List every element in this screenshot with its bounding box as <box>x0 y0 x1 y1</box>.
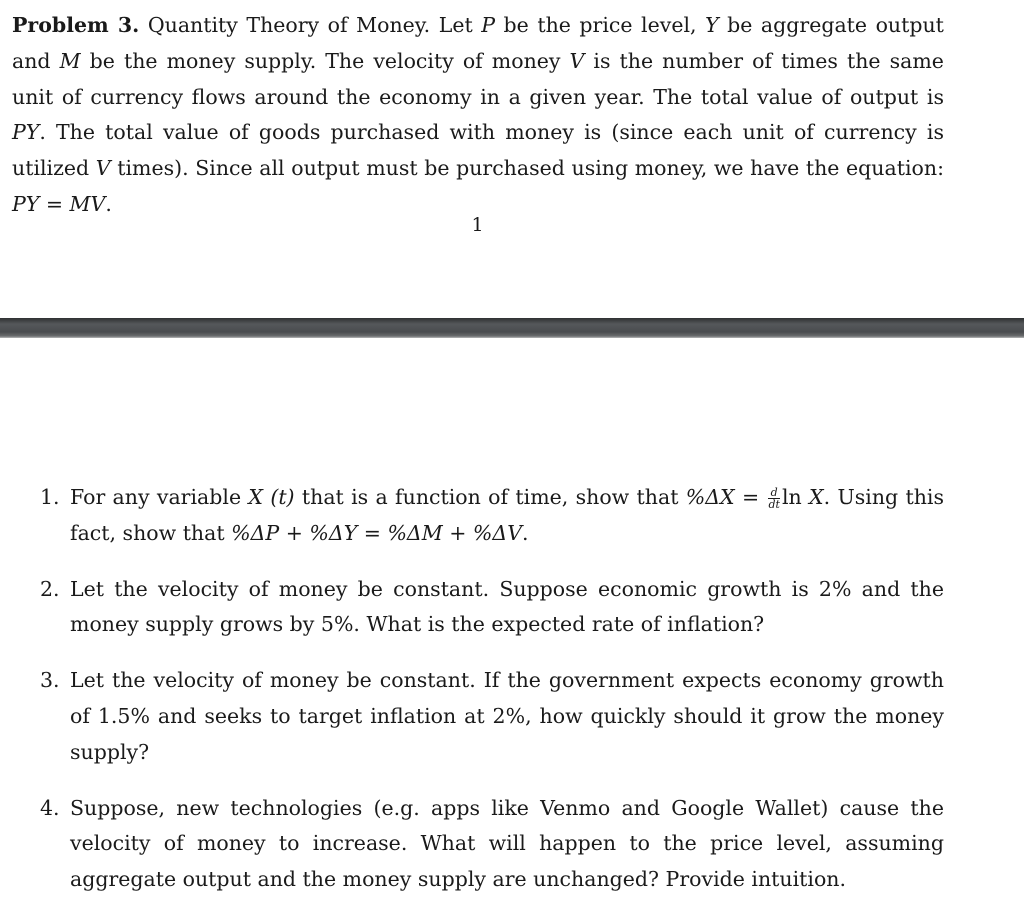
item-text: Let the velocity of money be constant. Suppose economic growth is 2% and the money supply grows by 5%. What is the expected rate of inflation? <box>70 576 944 637</box>
item-number: 3. <box>40 668 60 693</box>
document-page-1 <box>0 0 1024 318</box>
var-v2: V <box>95 156 111 181</box>
problem-heading: Problem 3. <box>12 13 140 37</box>
var-y: Y <box>705 13 719 37</box>
equation: PY = MV <box>12 191 106 216</box>
pct-change-x: %ΔX = <box>685 485 760 509</box>
list-item <box>0 663 944 770</box>
page-divider <box>0 318 1024 338</box>
item-text: Suppose, new technologies (e.g. apps like Venmo and Google Wallet) cause the velocity of money to increase. What will happen to the price level, assuming aggregate output and the money supply are unchanged? Provide intuition. <box>70 795 944 892</box>
problem-statement: Problem 3. Quantity Theory of Money. Let P be the price level, Y be aggregate output and M be the money supply. The velocity of money V is the number of times the same unit of currency flows around the economy in a given year. The total value of output is PY. The total value of goods purchased with money is (since each unit of currency is utilized V times). Since all output must be purchased using money, we have the equation: PY = MV. <box>12 13 944 216</box>
list-item <box>0 572 944 644</box>
page-number: 1 <box>471 214 484 236</box>
ln-variable: X <box>809 485 824 509</box>
var-py: PY <box>12 120 40 145</box>
item-number: 2. <box>40 576 60 601</box>
document-page-2 <box>0 338 1024 905</box>
var-m: M <box>59 48 81 73</box>
var-p: P <box>481 13 496 37</box>
list-item: 1. For any variable X (t) that is a function of time, show that %ΔX = $\frac{d}{dt}$ ln X. Using this fact, show that %ΔP + %ΔY = %ΔM + %ΔV. <box>0 480 944 552</box>
item-number: 1. <box>40 485 60 509</box>
item-number: 4. <box>40 795 60 820</box>
item-text: Let the velocity of money be constant. If the government expects economy growth of 1.5% and seeks to target inflation at 2%, how quickly should it grow the money supply? <box>70 668 944 764</box>
derivative-fraction: $\frac{d}{dt}$ <box>768 486 780 511</box>
ln-operator: ln <box>781 485 802 509</box>
growth-identity: %ΔP + %ΔY = %ΔM + %ΔV <box>231 520 523 545</box>
var-v: V <box>569 48 585 73</box>
function-x-of-t: X (t) <box>248 485 295 509</box>
list-item <box>0 791 944 898</box>
problem-list <box>0 480 1024 918</box>
